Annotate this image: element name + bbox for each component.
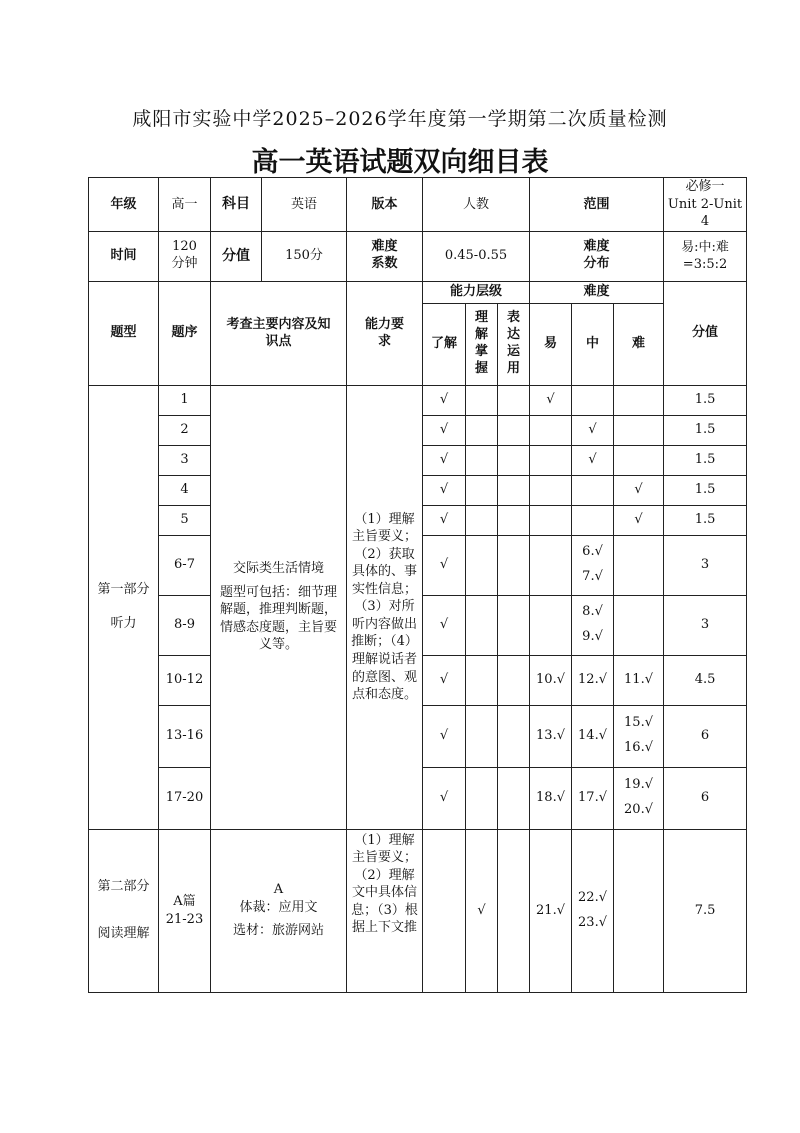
col-medium: 中: [572, 303, 614, 385]
cell-points: 1.5: [664, 415, 747, 445]
edition-label: 版本: [347, 178, 423, 232]
cell-medium: 8.√ 9.√: [572, 595, 614, 655]
subject-value: 英语: [290, 196, 317, 212]
spec-table: [88, 177, 747, 993]
exam-subtitle: 咸阳市实验中学2025–2026学年度第一学期第二次质量检测: [132, 108, 668, 130]
part2-order: A篇 21-23: [159, 829, 211, 992]
cell-hard: [614, 415, 664, 445]
col-type: 题型: [89, 281, 159, 385]
cell-hard: [614, 385, 664, 415]
cell-points: 7.5: [664, 829, 747, 992]
cell-hard: 15.√ 16.√: [614, 705, 664, 767]
cell-know: √: [423, 475, 466, 505]
row-order: 13-16: [159, 705, 211, 767]
cell-know: √: [423, 767, 466, 829]
cell-points: 1.5: [664, 505, 747, 535]
cell-know: √: [423, 535, 466, 595]
cell-medium: √: [572, 445, 614, 475]
cell-points: 1.5: [664, 475, 747, 505]
cell-easy: 18.√: [530, 767, 572, 829]
part2-ability: （1）理解主旨要义；（2）理解文中具体信息；（3）根据上下文推: [347, 829, 423, 992]
row-order: 1: [159, 385, 211, 415]
cell-know: √: [423, 385, 466, 415]
cell-medium: √: [572, 415, 614, 445]
cell-points: 1.5: [664, 445, 747, 475]
cell-medium: 6.√ 7.√: [572, 535, 614, 595]
difficulty-dist-value: 易:中:难=3:5:2: [664, 231, 747, 281]
cell-points: 4.5: [664, 655, 747, 705]
col-difficulty: 难度: [530, 281, 664, 303]
part1-content: 交际类生活情境 题型可包括：细节理解题，推理判断题，情感态度题，主旨要义等。: [211, 385, 347, 829]
col-easy: 易: [530, 303, 572, 385]
cell-easy: √: [530, 385, 572, 415]
col-level-know: 了解: [423, 303, 466, 385]
row-order: 5: [159, 505, 211, 535]
cell-easy: [530, 445, 572, 475]
scope-value-2: Unit 2-Unit 4: [667, 196, 743, 230]
row-order: 17-20: [159, 767, 211, 829]
row-order: 4: [159, 475, 211, 505]
row-order: 3: [159, 445, 211, 475]
score-cell: [211, 231, 347, 281]
cell-medium: 22.√ 23.√: [572, 829, 614, 992]
score-value: 150分: [285, 248, 323, 264]
part1-type: 第一部分 听力: [89, 385, 159, 829]
cell-easy: [530, 535, 572, 595]
cell-easy: [530, 475, 572, 505]
edition-value: 人教: [423, 178, 530, 232]
cell-points: 3: [664, 595, 747, 655]
cell-medium: [572, 475, 614, 505]
cell-points: 6: [664, 705, 747, 767]
cell-easy: 10.√: [530, 655, 572, 705]
cell-medium: [572, 505, 614, 535]
col-level: 能力层级: [423, 281, 530, 303]
scope-value: [664, 178, 747, 232]
cell-medium: 17.√: [572, 767, 614, 829]
cell-easy: 21.√: [530, 829, 572, 992]
col-hard: 难: [614, 303, 664, 385]
col-level-express: 表达运用: [498, 303, 530, 385]
part2-type: 第二部分 阅读理解: [89, 829, 159, 992]
cell-easy: [530, 415, 572, 445]
cell-know: √: [423, 415, 466, 445]
difficulty-dist-label: 难度分布: [530, 231, 664, 281]
part1-ability: （1）理解主旨要义；（2）获取具体的、事实性信息；（3）对所听内容做出推断；（4）理解说话者的意图、观点和态度。: [347, 385, 423, 829]
col-level-understand: 理解掌握: [466, 303, 498, 385]
difficulty-coef-value: 0.45-0.55: [423, 231, 530, 281]
row-order: 2: [159, 415, 211, 445]
cell-hard: 19.√ 20.√: [614, 767, 664, 829]
col-points: 分值: [664, 281, 747, 385]
part2-content: A 体裁：应用文 选材：旅游网站: [211, 829, 347, 992]
col-order: 题序: [159, 281, 211, 385]
time-label: 时间: [89, 231, 159, 281]
subject-label: 科目: [211, 178, 262, 231]
row-order: 6-7: [159, 535, 211, 595]
grade-label: 年级: [89, 178, 159, 232]
row-order: 8-9: [159, 595, 211, 655]
cell-medium: [572, 385, 614, 415]
cell-hard: √: [614, 475, 664, 505]
cell-know: √: [423, 705, 466, 767]
cell-points: 6: [664, 767, 747, 829]
cell-easy: 13.√: [530, 705, 572, 767]
difficulty-coef-label: 难度系数: [347, 231, 423, 281]
cell-medium: 12.√: [572, 655, 614, 705]
score-label: 分值: [211, 232, 262, 281]
cell-know: √: [423, 595, 466, 655]
col-ability: 能力要求: [347, 281, 423, 385]
cell-hard: 11.√: [614, 655, 664, 705]
cell-know: √: [423, 505, 466, 535]
time-value: 120分钟: [159, 231, 211, 281]
table-row: [89, 385, 747, 415]
cell-hard: [614, 595, 664, 655]
cell-know: √: [423, 655, 466, 705]
grade-value: 高一: [159, 178, 211, 232]
cell-easy: [530, 595, 572, 655]
cell-points: 1.5: [664, 385, 747, 415]
cell-hard: √: [614, 505, 664, 535]
cell-easy: [530, 505, 572, 535]
cell-medium: 14.√: [572, 705, 614, 767]
scope-label: 范围: [530, 178, 664, 232]
page-title: 高一英语试题双向细目表: [251, 147, 549, 178]
subject-cell: [211, 178, 347, 232]
col-content: 考查主要内容及知识点: [211, 281, 347, 385]
cell-understand: √: [466, 829, 498, 992]
cell-know: √: [423, 445, 466, 475]
table-row: [89, 829, 747, 992]
cell-hard: [614, 445, 664, 475]
cell-hard: [614, 535, 664, 595]
cell-points: 3: [664, 535, 747, 595]
scope-value-1: 必修一: [685, 179, 725, 194]
row-order: 10-12: [159, 655, 211, 705]
